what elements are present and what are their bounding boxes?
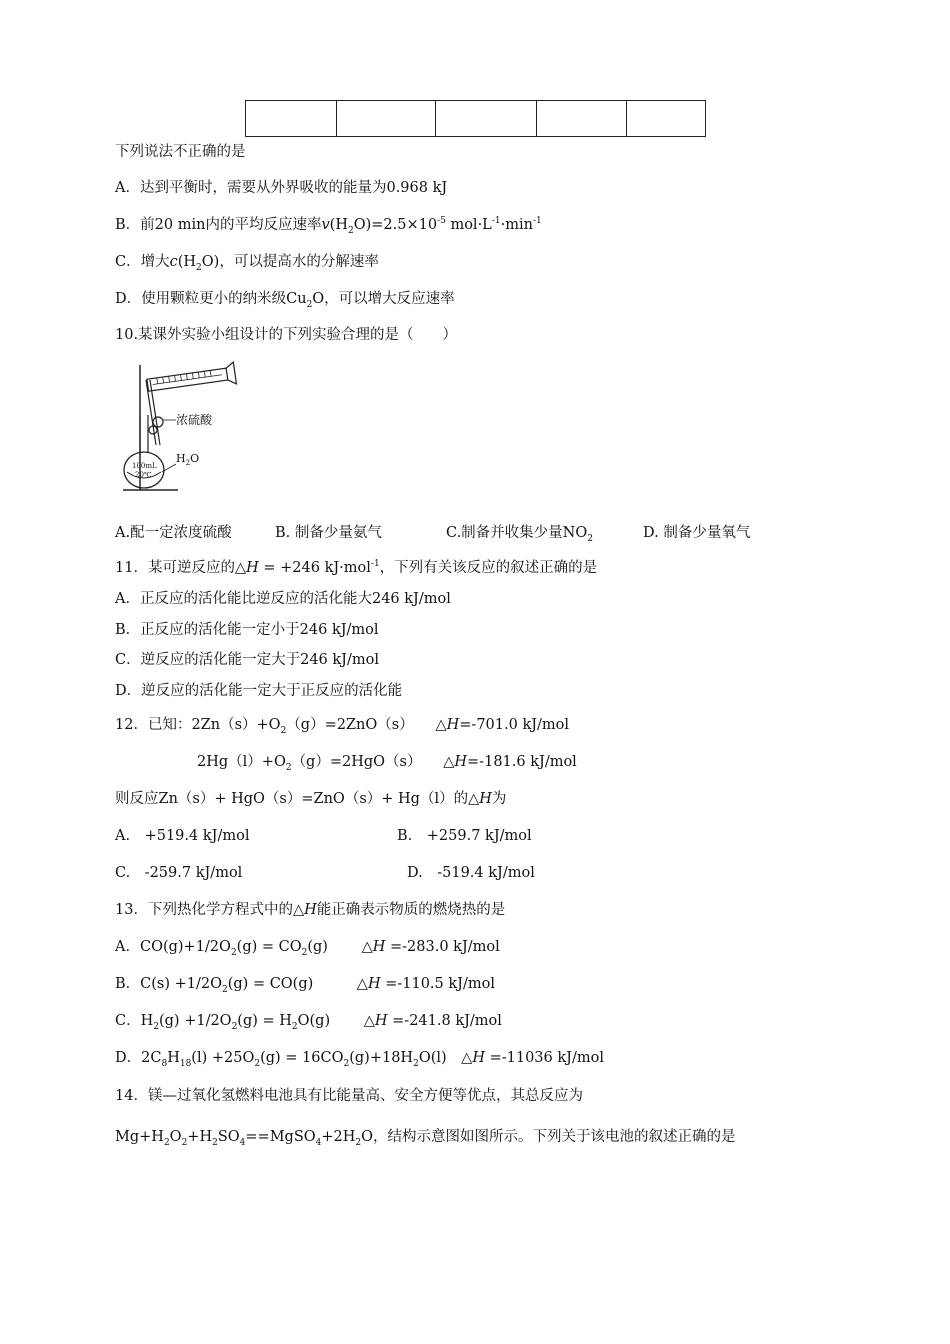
label-flask-temp: 20℃ — [135, 471, 152, 479]
q12-options-row-1 — [115, 826, 815, 846]
label-acid: 浓硫酸 — [176, 413, 213, 427]
q11-option-c: C．逆反应的活化能一定大于246 kJ/mol — [115, 652, 379, 668]
q12-option-c: C. -259.7 kJ/mol — [115, 865, 243, 881]
table-cell — [337, 101, 436, 137]
q9-option-a: A．达到平衡时，需要从外界吸收的能量为0.968 kJ — [115, 180, 448, 196]
q12-equation-2: $2Hg(l)+O_2(g)=2HgO(s)$ △H=-181.6 kJ/mol — [197, 754, 577, 773]
q9-stem: 下列说法不正确的是 — [115, 144, 246, 160]
q12-equation-1: 12．已知：$2Zn(s)+O_2(g)=2ZnO(s)$ △H=-701.0 kJ/mol — [115, 717, 570, 736]
q14-stem: 14．镁—过氧化氢燃料电池具有比能量高、安全方便等优点，其总反应为 — [115, 1088, 583, 1104]
q12-option-b: B. +259.7 kJ/mol — [397, 828, 532, 844]
q11-option-b: B．正反应的活化能一定小于246 kJ/mol — [115, 622, 379, 638]
q9-option-d: D．使用颗粒更小的纳米级$Cu_2O$，可以增大反应速率 — [115, 291, 455, 310]
q11-option-a: A．正反应的活化能比逆反应的活化能大246 kJ/mol — [115, 591, 451, 607]
label-water: $H_2O$ — [176, 452, 200, 467]
q9-option-c: C．增大$c(H_2O)$，可以提高水的分解速率 — [115, 254, 379, 273]
table-cell — [537, 101, 627, 137]
q11-option-d: D．逆反应的活化能一定大于正反应的活化能 — [115, 683, 403, 699]
q13-option-d: D．$2C_8H_{18}(l) +25O_2(g) = 16CO_2(g)+18H_2O(l)$ △H =-11036 kJ/mol — [115, 1050, 604, 1069]
q13-option-b: B．$C(s) +1/2O_2(g) = CO(g)$ △H =-110.5 kJ/mol — [115, 976, 495, 995]
q12-stem: 则反应Zn（s）+ HgO（s）=ZnO（s）+ Hg（l）的△H为 — [115, 791, 507, 807]
q13-option-c: C．$H_2(g) +1/2O_2(g) = H_2O(g)$ △H =-241.8 kJ/mol — [115, 1013, 502, 1032]
data-table — [245, 100, 706, 137]
q11-stem: 11．某可逆反应的△H = +246 kJ·mol$^{-1}$，下列有关该反应的叙述正确的是 — [115, 559, 598, 576]
table-cell — [627, 101, 706, 137]
q10-stem: 10.某课外实验小组设计的下列实验合理的是（ ） — [115, 327, 458, 343]
q12-options-row-2 — [115, 863, 815, 883]
table-row — [246, 101, 706, 137]
q9-option-b: B．前20 min内的平均反应速率$v(H_2O)=2.5\times 10^{-5}$ $mol\cdot L^{-1}\cdot\min^{-1}$ — [115, 216, 542, 236]
q12-option-d: D. -519.4 kJ/mol — [407, 865, 535, 881]
q10-option-b: B. 制备少量氨气 — [275, 525, 382, 541]
label-flask-volume: 100mL — [132, 462, 157, 470]
table-cell — [246, 101, 337, 137]
q10-option-d: D. 制备少量氧气 — [643, 525, 751, 541]
q13-stem: 13．下列热化学方程式中的△H能正确表示物质的燃烧热的是 — [115, 902, 506, 918]
q10-options — [115, 523, 815, 543]
q14-equation: $Mg+H_2O_2+H_2SO_4==MgSO_4+2H_2O$，结构示意图如图所示。下列关于该电池的叙述正确的是 — [115, 1129, 736, 1148]
q10-option-a: A.配一定浓度硫酸 — [115, 525, 232, 541]
q10-option-c: C.制备并收集少量$NO_2$ — [446, 525, 593, 544]
q12-option-a: A. +519.4 kJ/mol — [115, 828, 250, 844]
q13-option-a: A．$CO(g)+1/2O_2(g) = CO_2(g)$ △H =-283.0 kJ/mol — [115, 939, 500, 958]
table-cell — [436, 101, 537, 137]
volumetric-flask-figure — [118, 360, 243, 495]
